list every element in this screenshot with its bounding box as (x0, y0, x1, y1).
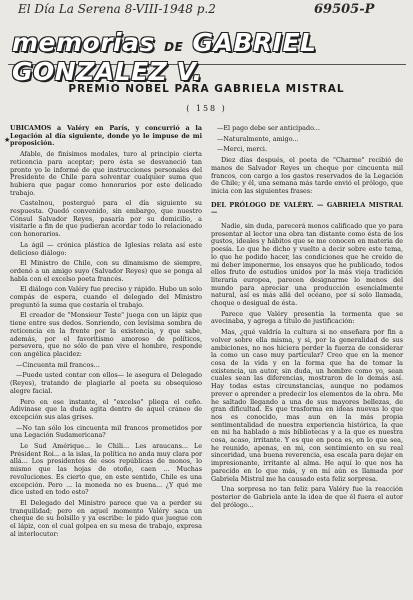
article-headline: PREMIO NOBEL PARA GABRIELA MISTRAL (68, 83, 345, 95)
paragraph: Castelnou, posterguó para el día siguiente su respuesta. Quedó convenido, sin embargo, que nuestro Cónsul Salvador Reyes, pasaría por su domicilio, a visitarle a fin de que pudieran acordar todo lo relacionado con honorarios. (10, 199, 202, 239)
paragraph: Le Sud Amérique... le Chili... Les araucans... Le Président Roi... a la islas, la política no anda muy clara por allá... Los presidentes de esos repúblicas de monos, lo mismo que las hojas de otoño, caen ... Muchas revoluciones. Es cierto que, en este sentido, Chile es una excepción. Pero ... la moneda no es buena... ¿Y qué me dice usted en todo esto? (10, 442, 202, 497)
paragraph: —El pago debe ser anticipado... (217, 124, 320, 132)
paragraph: —No tan sólo los cincuenta mil francos prometidos por una Legación Sudamericana? (10, 423, 202, 440)
paragraph: Diez días después, el poeta de "Charme" recibió de manos de Salvador Reyes un cheque por cincuenta mil francos, con cargo a los gastos reservados de la Legación de Chile; y él, una semana más tarde envió el prólogo, que inicia con las siguientes frases: (211, 156, 403, 195)
paragraph: Nadie, sin duda, parecerá menos calificado que yo para presentar al lector una obra tan distante como ésta de los gustos, ideales y hábitos que se me conocen en materia de poesía. Lo que he dicho y vuelto a decir sobre este tema, lo que he podido hacer, las condiciones que he creído de mi deber imponerme, los ensayos que he publicado, todos ellos fruto de estudios unidos por la más vieja tradición literaria europea, parecen designarme lo menos del mundo para apreciar una producción esencialmente natural, así es más allá del océano, por sí solo llamada, choque o desigual de ésta. (211, 222, 403, 308)
paragraph: Una sorpresa no tan feliz para Valéry fue la reacción posterior de Gabriela ante la idea de que él fuera el autor del prólogo... (211, 485, 403, 509)
paragraph: Pero en ese instante, el "excelso" pliega el ceño. Adivinase que la duda agita dentro de aquel cráneo de excepción sus alas grises. (10, 397, 202, 421)
paragraph: —Naturalmente, amigo... (217, 134, 299, 143)
right-column (211, 125, 403, 512)
handwritten-date-note: El Día La Serena 8-VIII-1948 p.2 (18, 2, 216, 16)
left-column (10, 125, 202, 541)
paragraph: La ágil — crónica plástica de Iglesias relata así este delicioso diálogo: (10, 240, 202, 257)
handwritten-annotation (18, 2, 398, 16)
masthead-author: GABRIEL GONZALEZ V. (12, 28, 317, 86)
paragraph: Parece que Valéry presentía la tormenta que se avecinaba, y agrega a título de justificación: (211, 309, 403, 326)
chapter-number: ( 158 ) (186, 104, 227, 113)
section-subheading: DEL PRÓLOGO DE VALÉRY. — GABRIELA MISTRAL — (211, 200, 403, 217)
column-masthead (8, 22, 406, 86)
paragraph: El Ministro de Chile, con su dinamismo de siempre, ordenó a un amigo suyo (Salvador Reyes) que se ponga al habla con el excelso poeta francés. (10, 259, 202, 283)
paragraph: El diálogo con Valéry fue preciso y rápido. Hubo un solo compás de espera, cuando el delegado del Ministro preguntó la suma que costaría el trabajo. (10, 285, 202, 309)
paragraph: El Delegado del Ministro parece que va a perder su tranquilidad; pero en aquel momento Valéry saca un cheque de su bolsillo y ya escribe: le pido que juegue con el lápiz, con el cual golpea en su mesa de trabajo, expresa al interlocutor: (10, 498, 202, 538)
paragraph: —Merci, merci. (217, 145, 268, 154)
masthead-title (12, 28, 406, 86)
paragraph: —Cincuenta mil francos... (16, 360, 100, 369)
paragraph: Mas, ¿qué valdría la cultura si no enseñara por fin a volver sobre ella misma, y si, por la generalidad de sus ambiciones, no nos hiciera perder la fuerza de considerar la como un caso muy particular? Creo que en la menor cosa de la vida y en la forma que ha de tomar la existencia, un autor, sin duda, un hombre como yo, sean cuales sean las diferencias, mostraron de lo demás así. Hay todas estas circunstancias, aunque no podamos prever o aprender a predecir los elementos de la obra. Me he saltado llegando a una de sus mayores bellezas, de gran dificultad. Es que trasforma en ideas nuevas lo que nos es conocido, mas aun en la más propia sentimentalidad de nuestra experiencia histórica, la que en mi ha hablado a mis bibliotecas y a la que es nuestra cosa, acaso, irritante. Y es que en poca es, en lo que sea, he reunido, apenas, en mi, con sentimiento en su real sinceridad, una buena reverencia, esa escala para dejar en impresionante, irritante al alma. He aquí lo que nos ha parecido en lo que más, y en mí aún es llamada por Gabriela Mistral me ha causado esta feliz sorpresa. (211, 328, 403, 483)
paragraph: UBICAMOS a Valéry en París, y concurrió a la Legación al día siguiente, donde yo le impuse de mi proposición. (10, 124, 202, 148)
paragraph: Afable, de finísimos modales, turo al principio cierta reticencia para aceptar; pero ésta se desvaneció tan pronto yo le informé de que instrucciones personales del Presidente de Chile para solventar cualquier suma que hubiera que pagar como honorarios por este delicado trabajo. (10, 150, 202, 197)
archive-number: 69505-P (314, 2, 375, 17)
star-icon: ★ (4, 136, 11, 144)
paragraph: El creador de "Monsieur Teste" juega con un lápiz que tiene entre sus dedos. Sonriendo, con levísima sombra de reticencia en la frente por la existencia, y que sabe, además, por el favoritismo amoroso de políticos, persevera, que no sólo de pan vive el hombre, responde con angélica placidez: (10, 311, 202, 358)
masthead-word-memorias: memorias (12, 28, 155, 57)
paragraph: —Puede usted contar con ellos— le asegura el Delegado (Reyes), tratando de plagiarle al poeta su obsequioso alegre facial. (10, 371, 202, 395)
masthead-word-de: DE (164, 40, 184, 54)
